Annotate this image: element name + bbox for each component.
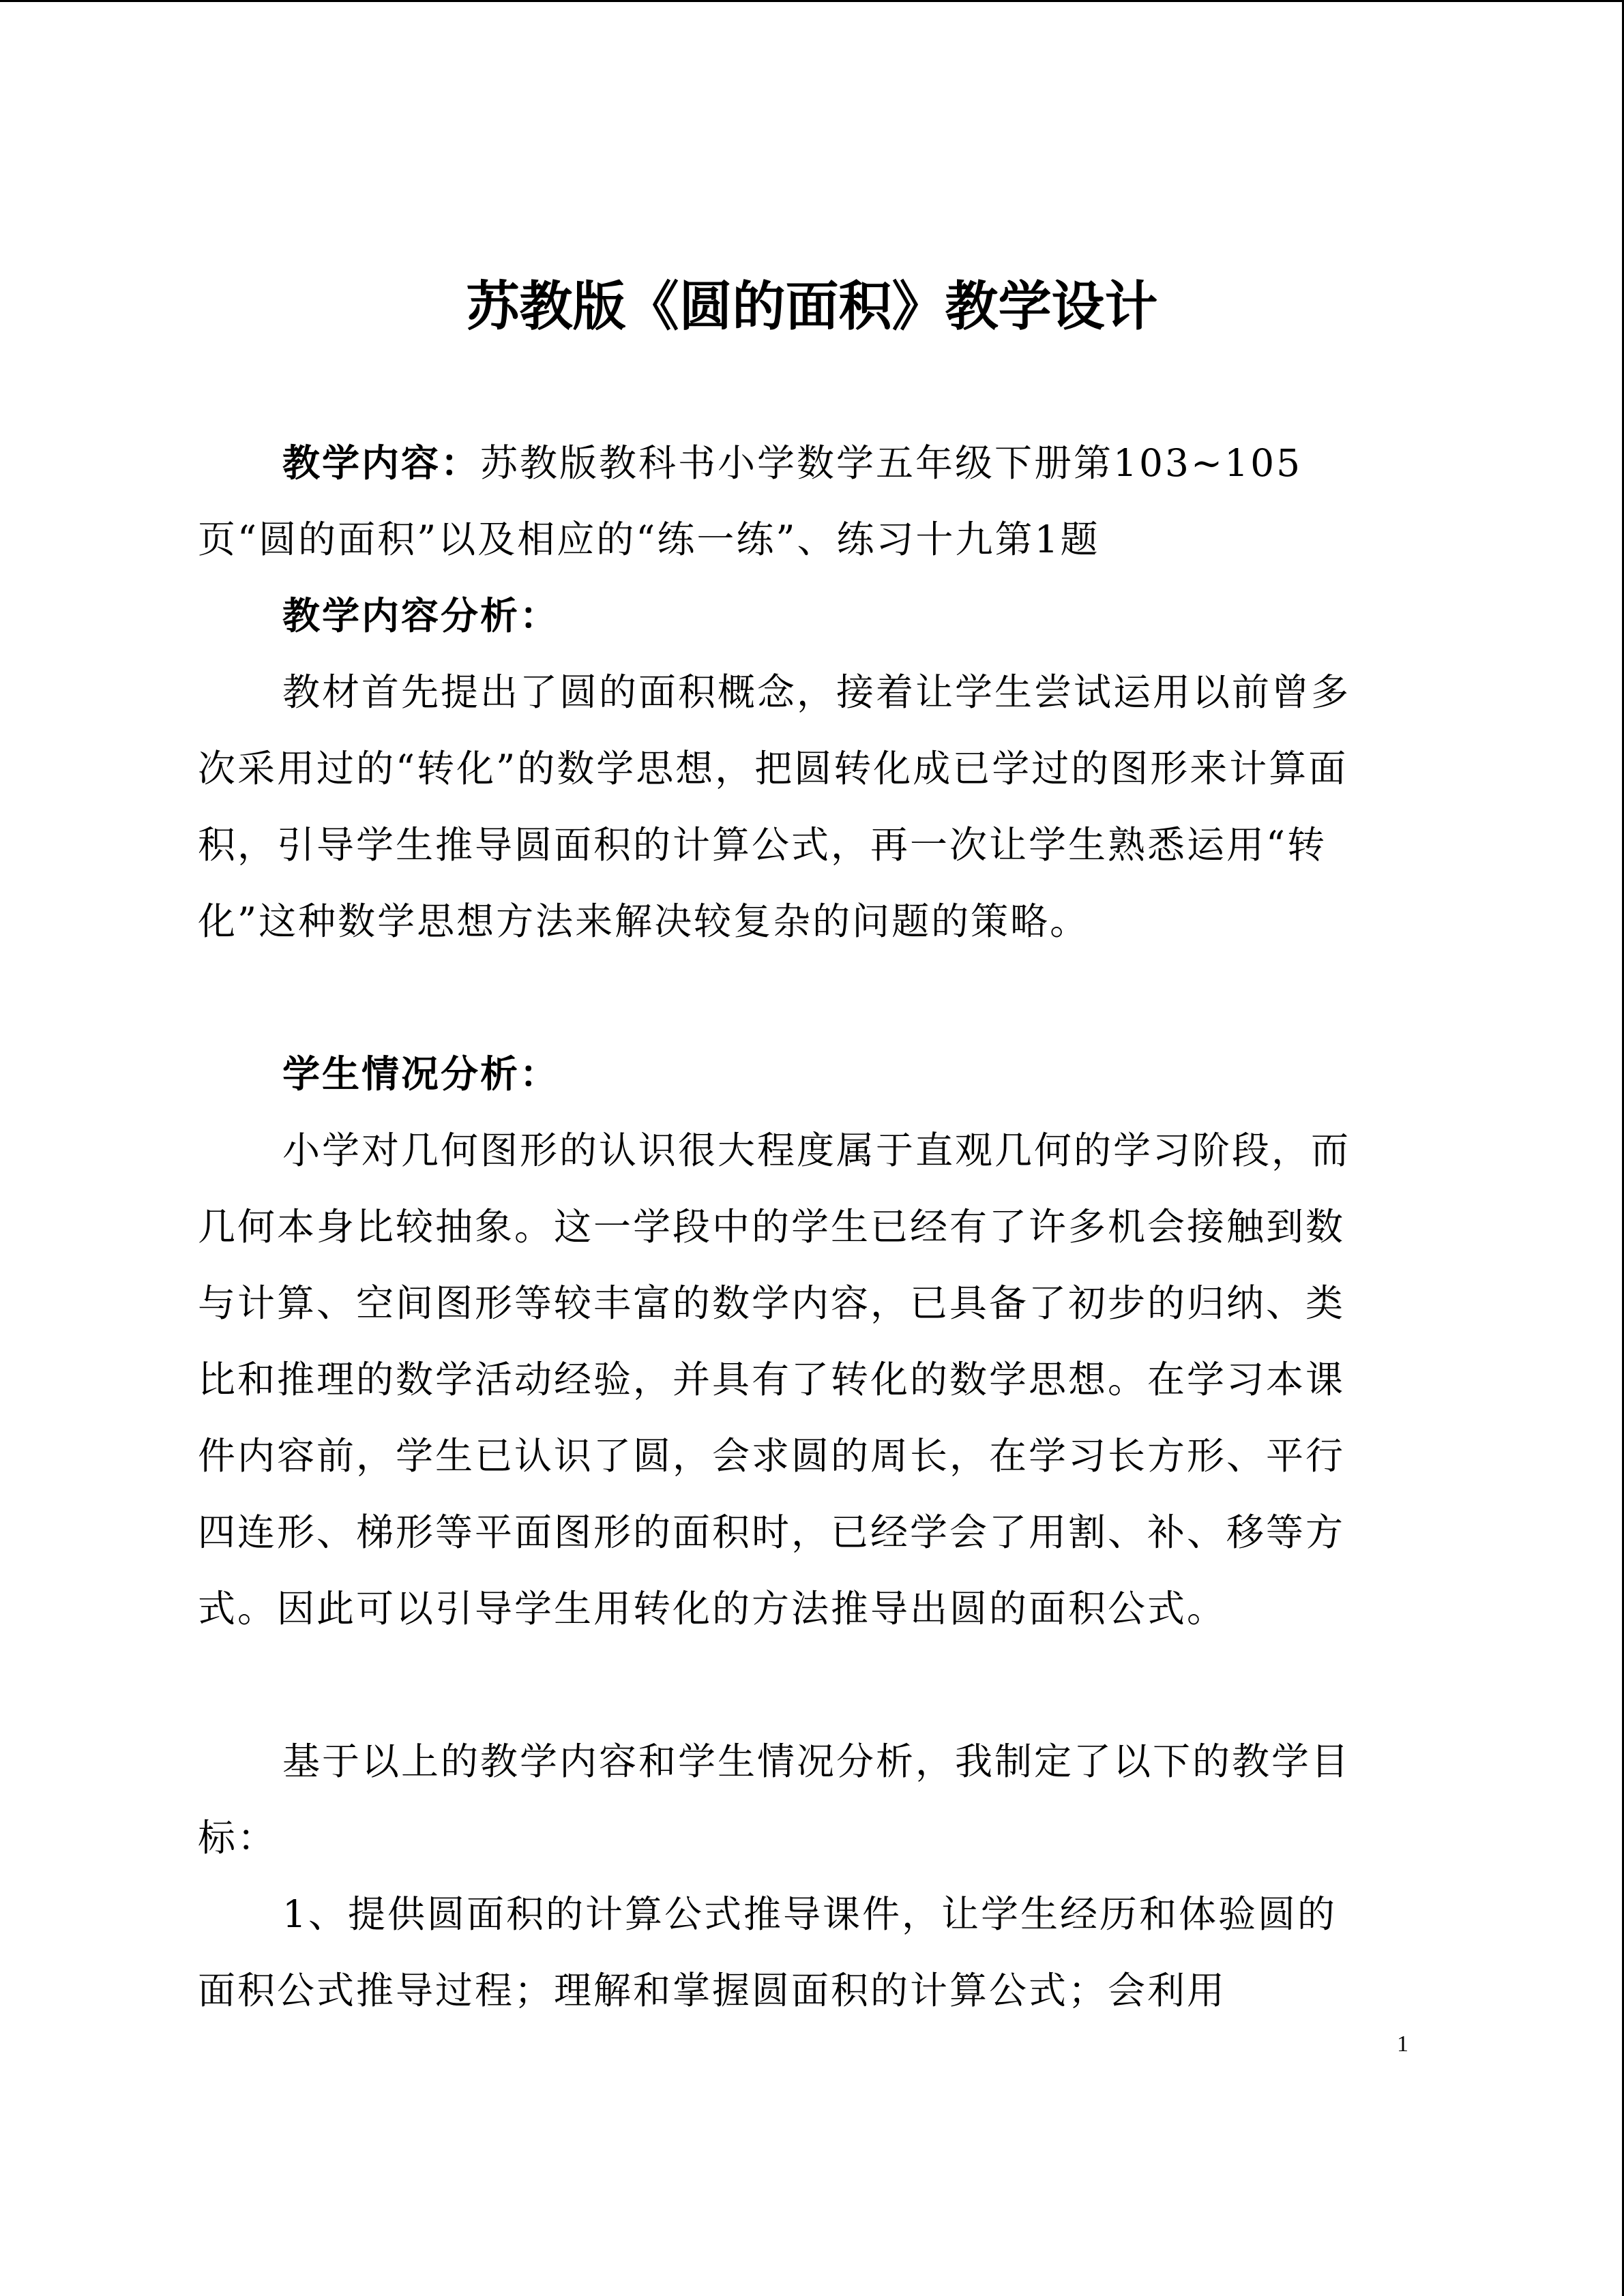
teaching-content-paragraph	[198, 425, 1374, 578]
page-number: 1	[1397, 2031, 1408, 2057]
student-analysis-text: 小学对几何图形的认识很大程度属于直观几何的学习阶段，而几何本身比较抽象。这一学段中的学生已经有了许多机会接触到数与计算、空间图形等较丰富的数学内容，已具备了初步的归纳、类比和推理的数学活动经验，并具有了转化的数学思想。在学习本课件内容前，学生已认识了圆，会求圆的周长，在学习长方形、平行四连形、梯形等平面图形的面积时，已经学会了用割、补、移等方式。因此可以引导学生用转化的方法推导出圆的面积公式。	[198, 1129, 1351, 1630]
document-title: 苏教版《圆的面积》教学设计	[466, 275, 1158, 338]
teaching-content-label: 教学内容：	[282, 441, 481, 485]
content-analysis-heading: 教学内容分析：	[282, 593, 560, 638]
goals-intro-text: 基于以上的教学内容和学生情况分析，我制定了以下的教学目标：	[198, 1740, 1351, 1860]
student-analysis-heading: 学生情况分析：	[282, 1052, 560, 1096]
goal-1-text: 1、提供圆面积的计算公式推导课件，让学生经历和体验圆的面积公式推导过程；理解和掌握圆面积的计算公式；会利用	[198, 1892, 1337, 2012]
content-analysis-text: 教材首先提出了圆的面积概念，接着让学生尝试运用以前曾多次采用过的“转化”的数学思想，把圆转化成已学过的图形来计算面积，引导学生推导圆面积的计算公式，再一次让学生熟悉运用“转化”这种数学思想方法来解决较复杂的问题的策略。	[198, 670, 1351, 943]
page-border-top	[0, 0, 1624, 2]
teaching-content-text: 苏教版教科书小学数学五年级下册第103~105页“圆的面积”以及相应的“练一练”、练习十九第1题	[198, 441, 1303, 561]
